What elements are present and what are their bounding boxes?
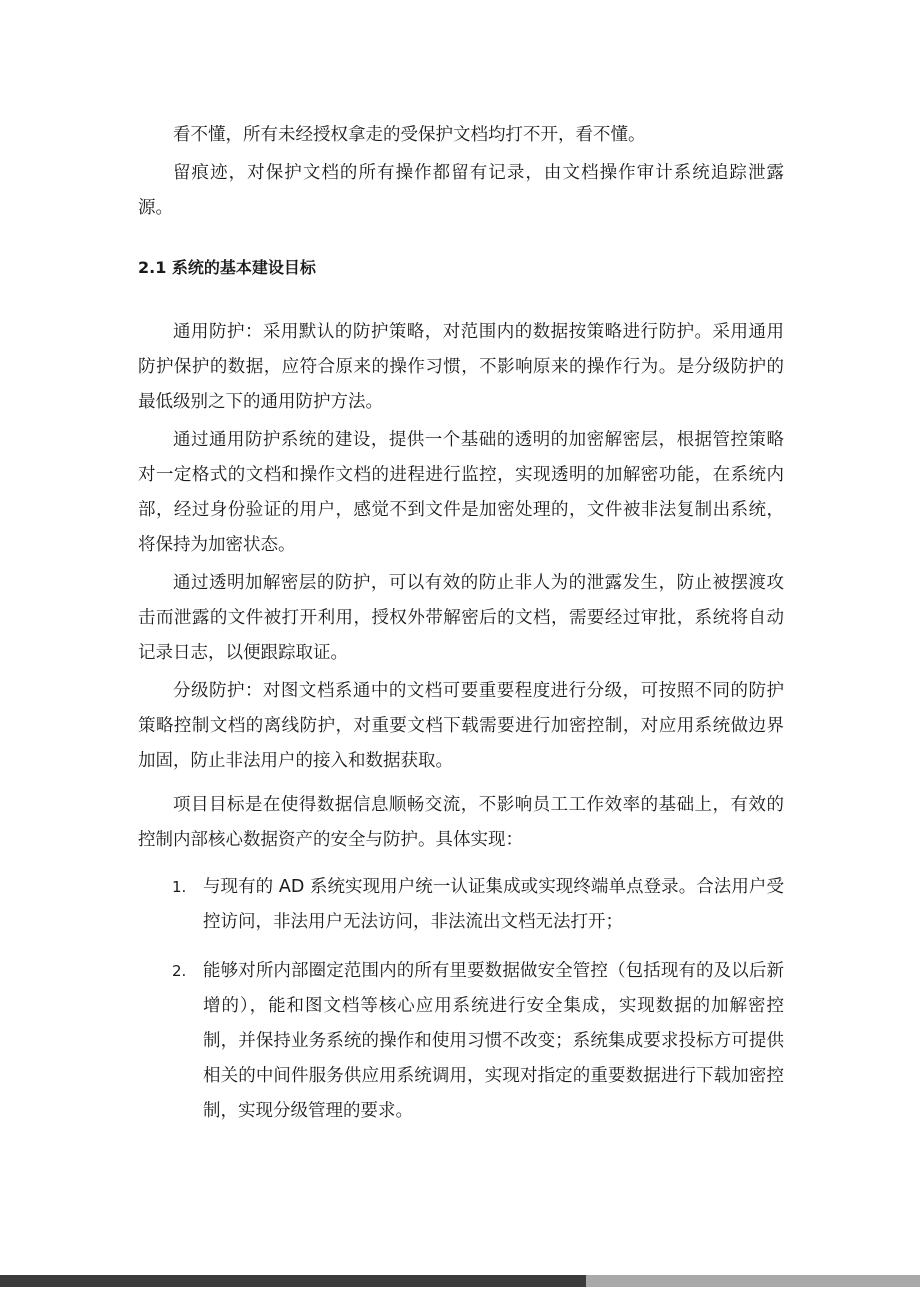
footer-bar-dark-segment bbox=[0, 1275, 586, 1287]
body-paragraph-leak-prevention: 通过透明加解密层的防护，可以有效的防止非人为的泄露发生，防止被摆渡攻击而泄露的文件被打开利用，授权外带解密后的文档，需要经过审批，系统将自动记录日志，以便跟踪取证。 bbox=[138, 573, 784, 663]
intro-paragraph-1: 看不懂，所有未经授权拿走的受保护文档均打不开，看不懂。 bbox=[173, 125, 646, 145]
section-heading: 2.1 系统的基本建设目标 bbox=[138, 258, 316, 277]
body-paragraph-general-protection: 通用防护：采用默认的防护策略，对范围内的数据按策略进行防护。采用通用防护保护的数据，应符合原来的操作习惯，不影响原来的操作行为。是分级防护的最低级别之下的通用防护方法。 bbox=[138, 322, 784, 412]
intro-paragraph-2: 留痕迹，对保护文档的所有操作都留有记录，由文档操作审计系统追踪泄露源。 bbox=[138, 163, 784, 218]
document-body bbox=[138, 118, 784, 1129]
body-paragraph-transparent-layer: 通过通用防护系统的建设，提供一个基础的透明的加密解密层，根据管控策略对一定格式的文档和操作文档的进程进行监控，实现透明的加解密功能，在系统内部，经过身份验证的用户，感觉不到文件是加密处理的，文件被非法复制出系统，将保持为加密状态。 bbox=[138, 430, 784, 555]
goal-text: 能够对所内部圈定范围内的所有里要数据做安全管控（包括现有的及以后新增的），能和图文档等核心应用系统进行安全集成，实现数据的加解密控制，并保持业务系统的操作和使用习惯不改变；系统集成要求投标方可提供相关的中间件服务供应用系统调用，实现对指定的重要数据进行下载加密控制，实现分级管理的要求。 bbox=[203, 961, 784, 1121]
footer-bar bbox=[0, 1275, 920, 1287]
body-paragraph-project-goal: 项目目标是在使得数据信息顺畅交流，不影响员工工作效率的基础上，有效的控制内部核心数据资产的安全与防护。具体实现： bbox=[138, 795, 784, 850]
goal-number: 2. bbox=[172, 962, 187, 980]
footer-bar-light-segment bbox=[586, 1275, 920, 1287]
body-paragraph-tiered-protection: 分级防护：对图文档系通中的文档可要重要程度进行分级，可按照不同的防护策略控制文档的离线防护，对重要文档下载需要进行加密控制，对应用系统做边界加固，防止非法用户的接入和数据获取。 bbox=[138, 681, 784, 771]
goal-text: 与现有的 AD 系统实现用户统一认证集成或实现终端单点登录。合法用户受控访问，非法用户无法访问，非法流出文档无法打开； bbox=[203, 877, 784, 932]
goal-list bbox=[138, 870, 784, 1129]
goal-number: 1. bbox=[172, 878, 187, 896]
goal-list-item bbox=[138, 870, 784, 940]
goal-list-item bbox=[138, 954, 784, 1129]
